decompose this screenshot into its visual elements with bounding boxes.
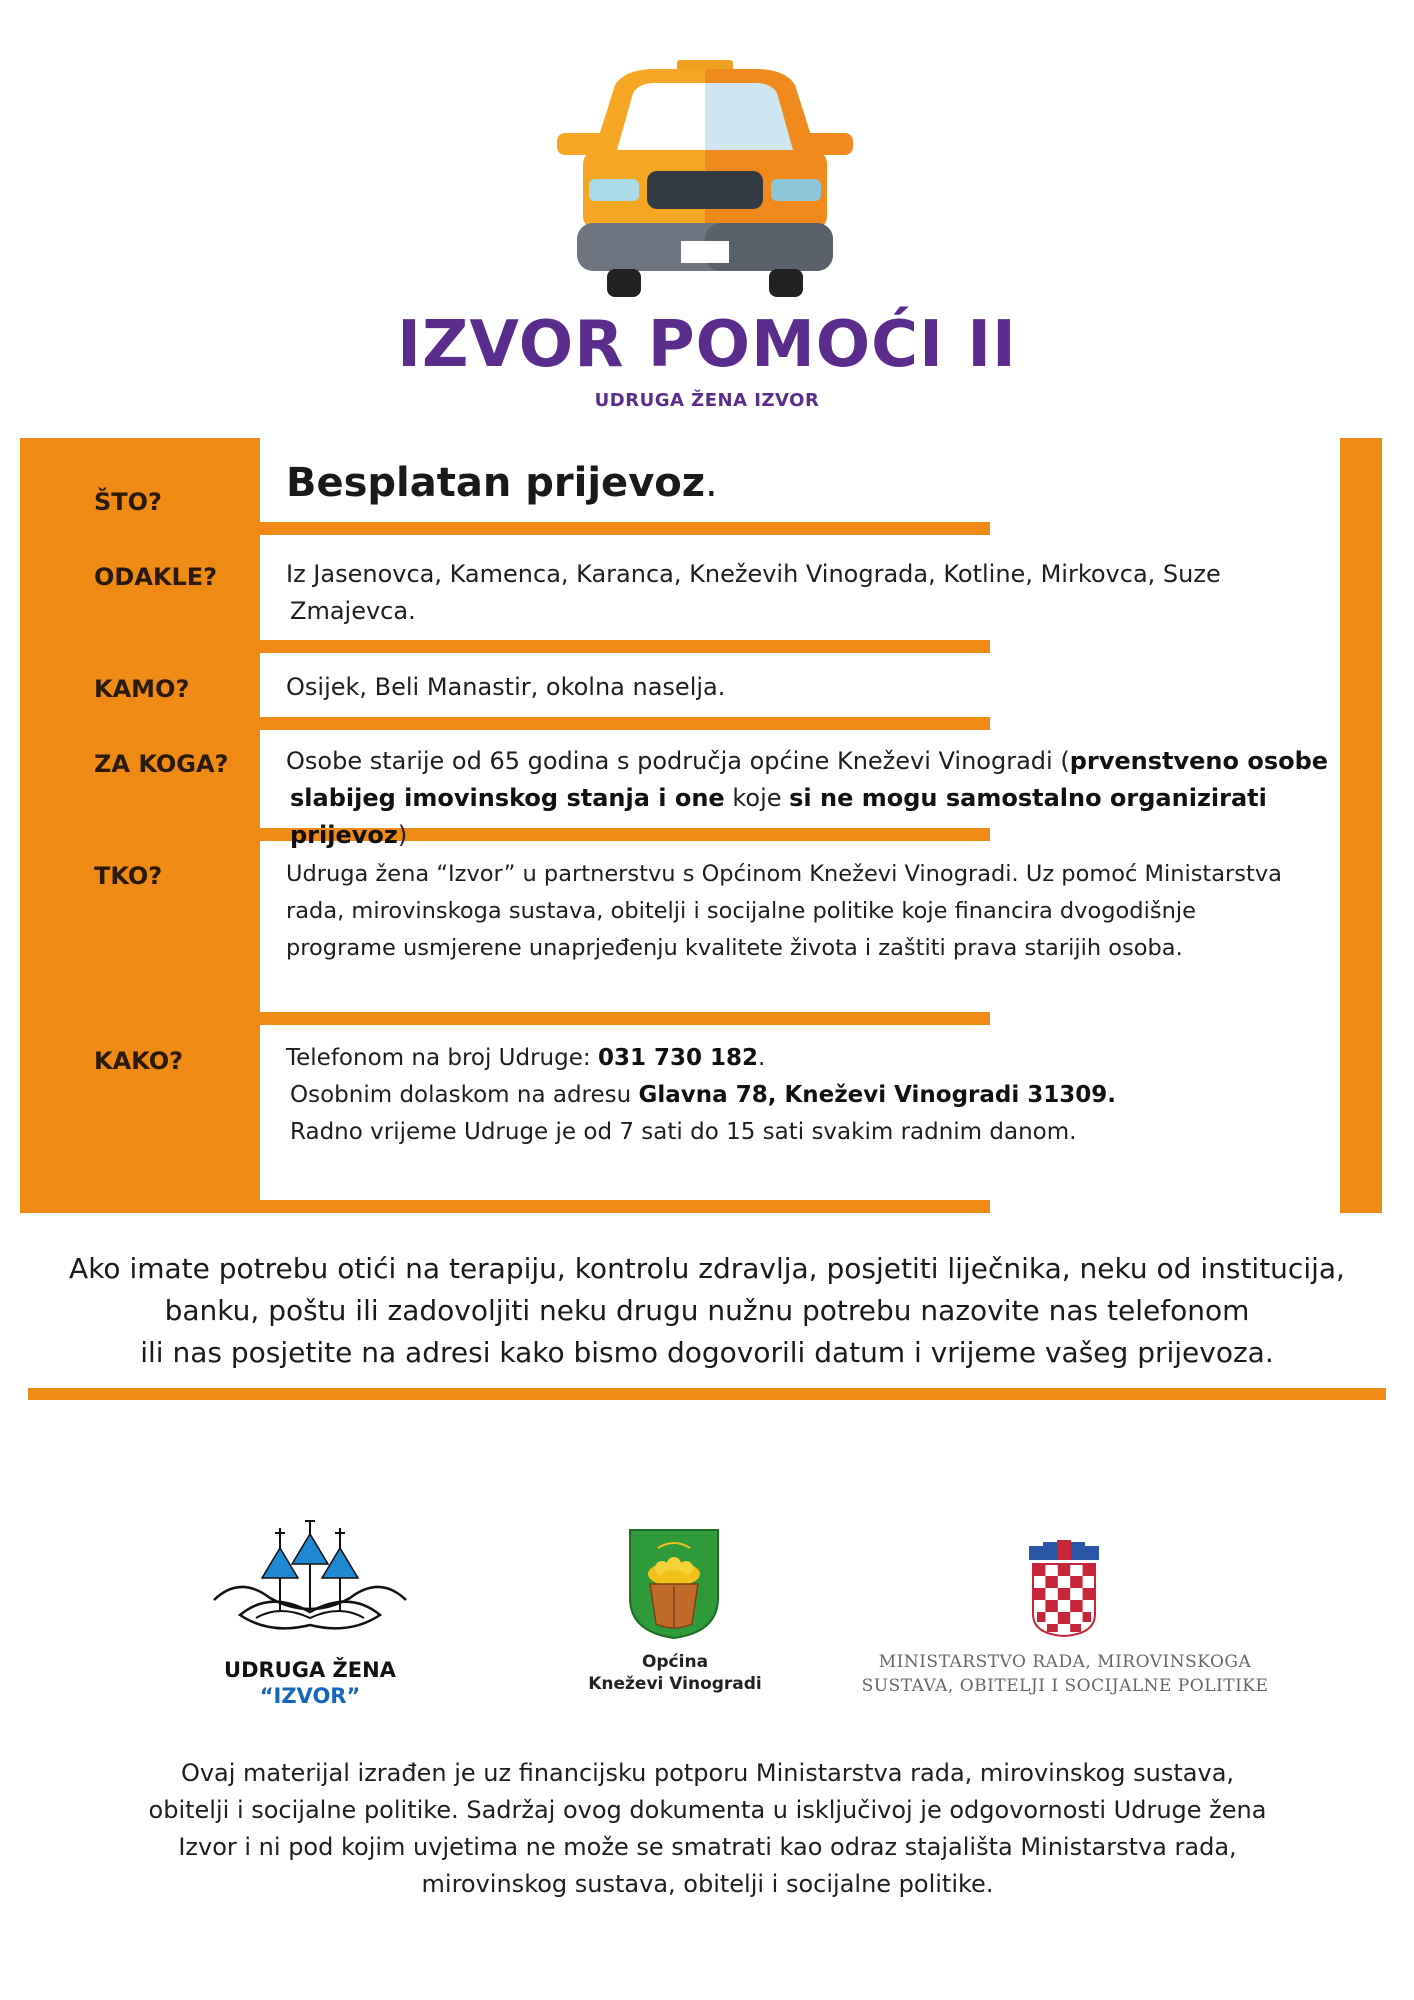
phone-number[interactable]: 031 730 182 [597, 1045, 758, 1071]
divider [28, 1388, 1386, 1400]
left-orange-band [20, 438, 260, 1213]
divider [260, 640, 990, 653]
odakle-value: Iz Jasenovca, Kamenca, Karanca, Kneževih Vinograda, Kotline, Mirkovca, Suze Zmajevca. [286, 560, 1221, 625]
udruga-caption: UDRUGA ŽENA [224, 1658, 396, 1682]
kako-value: Telefonom na broj Udruge: 031 730 182. Osobnim dolaskom na adresu Glavna 78, Kneževi Vinogradi 31309. Radno vrijeme Udruge je od 7 sati do 15 sati svakim radnim danom. [286, 1045, 1117, 1145]
divider [260, 717, 990, 730]
label-sto: ŠTO? [94, 488, 162, 516]
croatian-coat-of-arms [1025, 1540, 1103, 1638]
taxi-car-icon [555, 55, 855, 305]
divider [260, 522, 990, 535]
label-odakle: ODAKLE? [94, 563, 218, 591]
sto-value: Besplatan prijevoz. [286, 460, 718, 506]
divider [260, 1012, 990, 1025]
udruga-caption-name: “IZVOR” [259, 1684, 361, 1708]
label-za-koga: ZA KOGA? [94, 750, 229, 778]
udruga-zena-izvor-logo [210, 1520, 410, 1640]
label-tko: TKO? [94, 862, 163, 890]
label-kamo: KAMO? [94, 675, 190, 703]
opcina-caption-name: Kneževi Vinogradi [588, 1674, 762, 1694]
right-orange-band [1340, 438, 1382, 1213]
divider [260, 1200, 990, 1213]
page-title: IZVOR POMOĆI II [397, 308, 1017, 382]
za-koga-value: Osobe starije od 65 godina s područja općine Kneževi Vinogradi (prvenstveno osobe slabijeg imovinskog stanja i one koje si ne mogu samostalno organizirati prijevoz) [286, 747, 1329, 849]
label-kako: KAKO? [94, 1047, 184, 1075]
info-message: Ako imate potrebu otići na terapiju, kontrolu zdravlja, posjetiti liječnika, neku od institucija, banku, poštu ili zadovoljiti neku drugu nužnu potrebu nazovite nas telefonom ili nas posjetite na adresi kako bismo dogovorili datum i vrijeme vašeg prijevoza. [69, 1252, 1345, 1369]
tko-value: Udruga žena “Izvor” u partnerstvu s Općinom Kneževi Vinogradi. Uz pomoć Ministarstva rada, mirovinskoga sustava, obitelji i socijalne politike koje financira dvogodišnje programe usmjerene unaprjeđenju kvalitete života i zaštiti prava starijih osoba. [286, 861, 1282, 961]
kamo-value: Osijek, Beli Manastir, okolna naselja. [286, 673, 726, 701]
address: Glavna 78, Kneževi Vinogradi 31309. [638, 1082, 1117, 1108]
opcina-coat-of-arms [628, 1528, 720, 1640]
ministry-caption: MINISTARSTVO RADA, MIROVINSKOGA [878, 1652, 1252, 1672]
opcina-caption: Općina [641, 1652, 709, 1672]
disclaimer: Ovaj materijal izrađen je uz financijsku potporu Ministarstva rada, mirovinskog sustava, obitelji i socijalne politike. Sadržaj ovog dokumenta u isključivoj je odgovornosti Udruge žena Izvor i ni pod kojim uvjetima ne može se smatrati kao odraz stajališta Ministarstva rada, mirovinskog sustava, obitelji i socijalne politike. [148, 1759, 1267, 1898]
page-subtitle: UDRUGA ŽENA IZVOR [594, 390, 820, 411]
ministry-caption-line2: SUSTAVA, OBITELJI I SOCIJALNE POLITIKE [861, 1676, 1269, 1696]
